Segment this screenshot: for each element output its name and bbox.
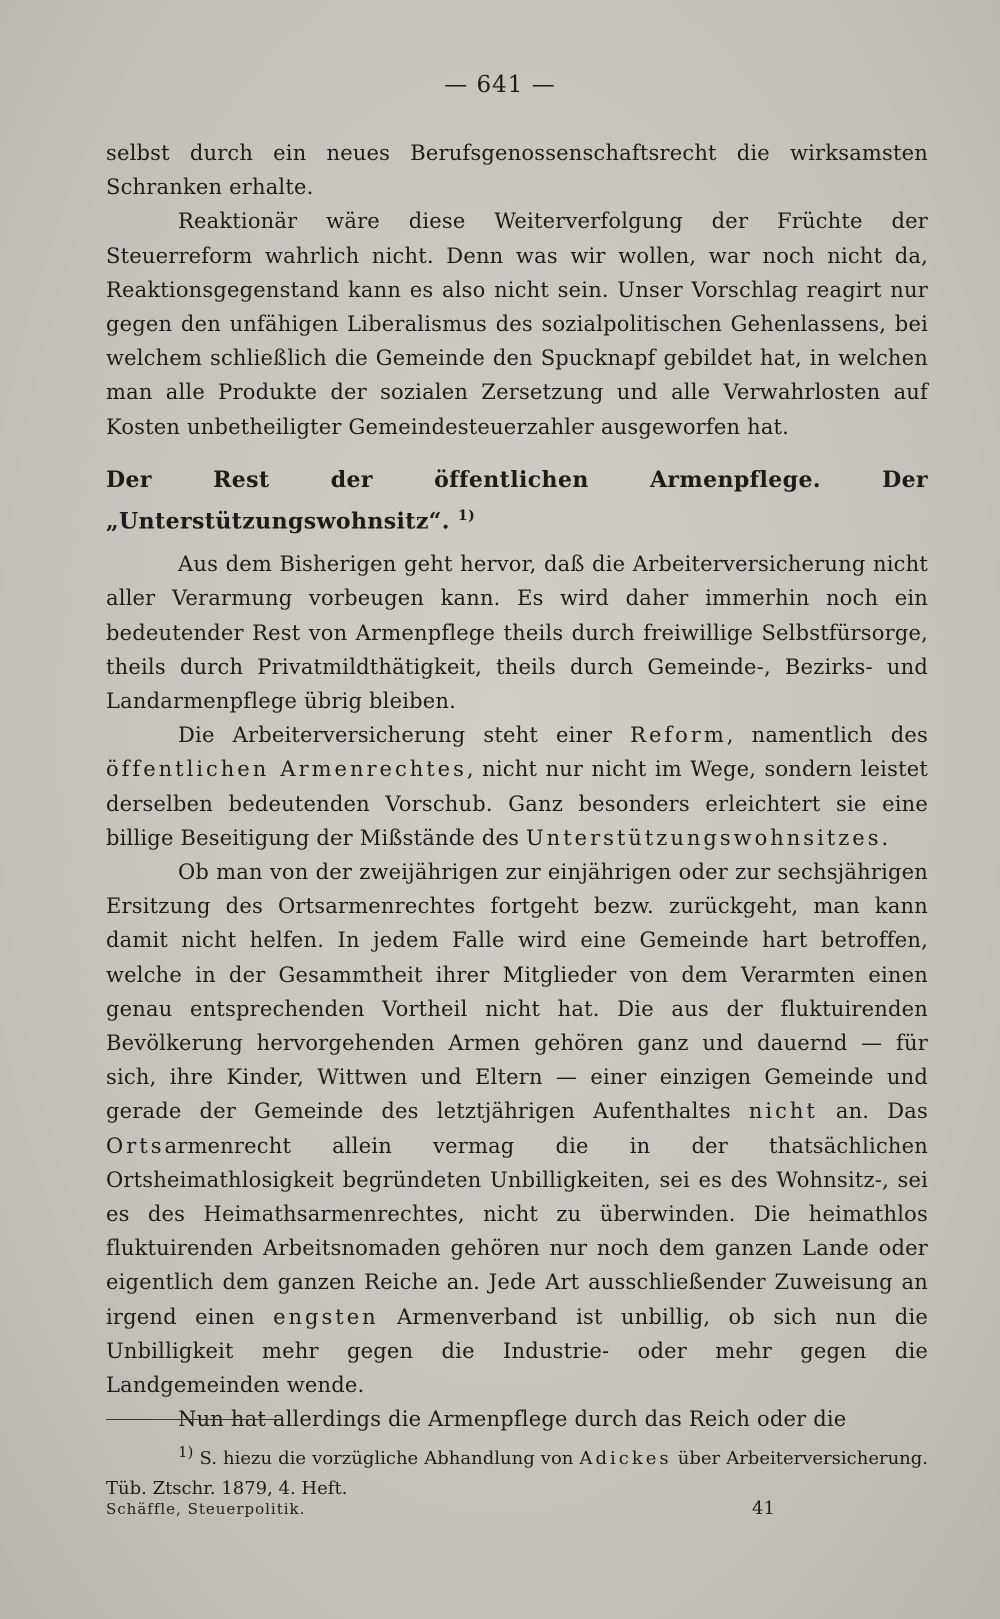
paragraph: selbst durch ein neues Berufsgenossenschaftsrecht die wirksamsten Schranken erhalte. (106, 141, 928, 200)
text-run: an. Das (835, 1099, 928, 1124)
paragraph (106, 718, 928, 855)
paragraph (106, 855, 928, 1402)
text-run: S. hiezu die vorzügliche Abhandlung von (199, 1448, 574, 1469)
footnote-divider (106, 1419, 276, 1420)
printer-signature: Schäffle, Steuerpolitik. (106, 1500, 306, 1518)
footnote-reference: 1) (457, 507, 476, 524)
emphasized-text: nicht (748, 1099, 818, 1124)
emphasized-text: Unterstützungswohnsitzes (525, 825, 882, 850)
paragraph: Aus dem Bisherigen geht hervor, daß die Arbeiterversicherung nicht aller Verarmung vorbeugen kann. Es wird daher immerhin noch ein bedeutender Rest von Armenpflege theils durch freiwillige Selbstfürsorge, theils durch Privatmildthätigkeit, theils durch Gemeinde-, Bezirks- und Landarmenpflege übrig bleiben. (106, 552, 928, 713)
section-heading-text: Der Rest der öffentlichen Armenpflege. Der „Unterstützungswohnsitz“. (106, 466, 928, 535)
page-number: — 641 — (444, 72, 556, 98)
text-run: Armenverband ist unbillig, ob sich nun die Unbilligkeit mehr gegen die Industrie- oder mehr gegen die Landgemeinden wende. (106, 1304, 928, 1398)
text-run: Ob man von der zweijährigen zur einjährigen oder zur sechsjährigen Ersitzung des Ortsarmenrechtes fortgeht bezw. zurückgeht, man kann damit nicht helfen. In jedem Falle wird eine Gemeinde hart betroffen, welche in der Gesammtheit ihrer Mitglieder von dem Verarmten einen genau entsprechenden Vortheil nicht hat. Die aus der fluktuirenden Bevölkerung hervorgehenden Armen gehören ganz und dauernd — für sich, ihre Kinder, Wittwen und Eltern — einer einzigen Gemeinde und gerade der Gemeinde des letztjährigen Aufenthaltes (106, 859, 928, 1124)
footnote-mark: 1) (178, 1443, 194, 1461)
paragraph: Nun hat allerdings die Armenpflege durch das Reich oder die (178, 1407, 847, 1432)
emphasized-text: Adickes (579, 1448, 672, 1469)
emphasized-text: öffentlichen Armenrechtes (106, 757, 467, 782)
footnote (106, 1437, 928, 1504)
text-run: , nicht nur nicht im Wege, sondern leistet derselben bedeutenden Vorschub. Ganz besonders erleichtert sie eine billige Beseitigung der Mißstände des (106, 757, 928, 850)
section-heading (106, 462, 928, 539)
paragraph: Reaktionär wäre diese Weiterverfolgung der Früchte der Steuerreform wahrlich nicht. Denn was wir wollen, war noch nicht da, Reaktionsgegenstand kann es also nicht sein. Unser Vorschlag reagirt nur gegen den unfähigen Liberalismus des sozialpolitischen Gehenlassens, bei welchem schließlich die Gemeinde den Spucknapf gebildet hat, in welchen man alle Produkte der sozialen Zersetzung und alle Verwahrlosten auf Kosten unbetheiligter Gemeindesteuerzahler ausgeworfen hat. (106, 209, 928, 439)
text-run: über Arbeiterversicherung. Tüb. Ztschr. 1879, 4. Heft. (106, 1448, 929, 1499)
text-run: armenrecht allein vermag die in der thatsächlichen Ortsheimathlosigkeit begründeten Unbilligkeiten, sei es des Wohnsitz-, sei es des Heimathsarmenrechtes, nicht zu überwinden. Die heimathlos fluktuirenden Arbeitsnomaden gehören nur noch dem ganzen Lande oder eigentlich dem ganzen Reiche an. Jede Art ausschließender Zuweisung an irgend einen (106, 1133, 928, 1329)
emphasized-text: engsten (273, 1304, 379, 1329)
text-run: . (881, 825, 889, 850)
main-text (106, 136, 928, 1436)
footnote-text (106, 1437, 928, 1504)
text-run: , namentlich des (726, 723, 928, 748)
signature-number: 41 (752, 1498, 775, 1519)
emphasized-text: Orts (106, 1133, 165, 1158)
text-run: Die Arbeiterversicherung steht einer (178, 723, 613, 748)
emphasized-text: Reform (630, 723, 727, 748)
